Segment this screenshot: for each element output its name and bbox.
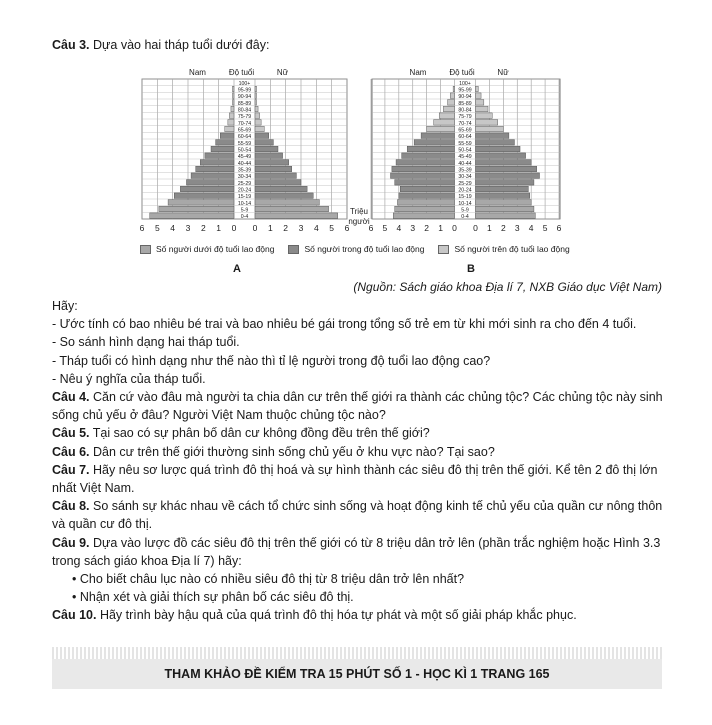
question-number: Câu 6.	[52, 444, 90, 459]
x-tick-label: 0	[452, 223, 457, 233]
x-tick-label: 1	[216, 223, 222, 233]
bar-female	[255, 86, 257, 91]
bar-female	[476, 133, 509, 138]
bar-female	[255, 113, 260, 118]
bar-female	[255, 133, 269, 138]
age-group-label: 40-44	[458, 160, 472, 167]
x-tick-label: 5	[542, 223, 548, 233]
bar-male	[200, 160, 234, 165]
age-group-label: 10-14	[237, 200, 252, 207]
question-9	[52, 534, 664, 570]
age-group-label: 0-4	[461, 214, 469, 221]
x-tick-label: 4	[313, 223, 319, 233]
legend-swatch	[438, 245, 449, 254]
unit-label: người	[348, 217, 370, 226]
age-group-label: 5-9	[461, 207, 469, 214]
question-5	[52, 424, 664, 442]
questions-body	[52, 297, 664, 625]
bar-female	[476, 180, 534, 185]
bar-female	[476, 126, 504, 131]
age-group-label: 75-79	[237, 114, 252, 121]
age-group-label: 10-14	[458, 200, 472, 207]
question-number: Câu 7.	[52, 462, 90, 477]
age-group-label: 70-74	[237, 120, 252, 127]
x-tick-label: 4	[170, 223, 176, 233]
question-text: Hãy trình bày hậu quả của quá trình đô thị hóa tự phát và một số giải pháp khắc phục.	[99, 608, 577, 623]
bar-male	[453, 86, 454, 91]
question-7	[52, 461, 664, 497]
question-text: Dân cư trên thế giới thường sinh sống chủ yếu ở khu vực nào? Tại sao?	[93, 444, 495, 459]
population-pyramids	[0, 0, 712, 245]
legend-item-over-working-age	[438, 244, 569, 254]
bar-female	[476, 166, 537, 171]
bar-male	[402, 153, 455, 158]
age-group-label: 80-84	[458, 107, 472, 114]
question-number: Câu 10.	[52, 608, 97, 623]
bar-male	[448, 100, 455, 105]
bar-female	[476, 193, 530, 198]
bar-female	[476, 153, 526, 158]
question-number: Câu 4.	[52, 390, 90, 405]
source-citation: (Nguồn: Sách giáo khoa Địa lí 7, NXB Giáo dục Việt Nam)	[353, 280, 662, 294]
bar-female	[255, 153, 283, 158]
bar-female	[476, 213, 536, 218]
bar-male	[196, 166, 234, 171]
bar-male	[220, 133, 234, 138]
bar-male	[232, 93, 234, 98]
age-group-label: 100+	[459, 80, 471, 87]
question-text: So sánh sự khác nhau về cách tổ chức sinh sống và hoạt động kinh tế chủ yếu của quần cư nông thôn và quần cư đô thị.	[52, 499, 663, 532]
bar-female	[255, 160, 289, 165]
age-group-label: 5-9	[240, 207, 249, 214]
bar-female	[255, 120, 261, 125]
chart-legend	[140, 244, 600, 254]
question-number: Câu 9.	[52, 535, 90, 550]
bar-male	[205, 153, 234, 158]
bar-female	[255, 140, 273, 145]
age-group-label: 45-49	[237, 154, 252, 161]
bar-female	[255, 106, 258, 111]
task-item: - Nêu ý nghĩa của tháp tuổi.	[52, 371, 206, 386]
bar-male	[399, 193, 455, 198]
age-group-label: 60-64	[458, 134, 472, 141]
x-tick-label: 6	[344, 223, 350, 233]
task-item: - Tháp tuổi có hình dạng như thế nào thì tỉ lệ người trong độ tuổi lao động cao?	[52, 353, 491, 368]
age-group-label: 100+	[238, 80, 251, 87]
bar-female	[476, 120, 498, 125]
bar-female	[476, 200, 532, 205]
age-group-label: 50-54	[237, 147, 252, 154]
age-group-label: 35-39	[458, 167, 472, 174]
header-female: Nữ	[276, 68, 289, 77]
question-text: Căn cứ vào đâu mà người ta chia dân cư trên thế giới ra thành các chủng tộc? Các chủng tộc này sinh sống chủ yếu ở đâu? Người Việt Nam thuộc chủng tộc nào?	[52, 390, 663, 423]
question-4	[52, 388, 664, 424]
bar-male	[390, 173, 454, 178]
age-group-label: 25-29	[237, 180, 252, 187]
age-group-label: 50-54	[458, 147, 472, 154]
bar-male	[396, 160, 454, 165]
bar-female	[255, 193, 313, 198]
bar-female	[476, 113, 493, 118]
question-number: Câu 3.	[52, 38, 90, 52]
bar-male	[150, 213, 234, 218]
bar-female	[476, 160, 532, 165]
age-group-label: 30-34	[237, 174, 252, 181]
task-item: - So sánh hình dạng hai tháp tuổi.	[52, 335, 240, 350]
age-group-label: 70-74	[458, 120, 472, 127]
age-group-label: 25-29	[458, 180, 472, 187]
instruction: Hãy:	[52, 299, 78, 313]
bar-male	[186, 180, 234, 185]
bar-male	[191, 173, 234, 178]
bar-female	[255, 206, 329, 211]
x-tick-label: 1	[487, 223, 492, 233]
question-number: Câu 8.	[52, 499, 90, 514]
x-tick-label: 5	[329, 223, 335, 233]
question-text: Dựa vào hai tháp tuổi dưới đây:	[93, 38, 270, 52]
age-group-label: 95-99	[237, 87, 252, 94]
x-tick-label: 1	[267, 223, 273, 233]
x-tick-label: 6	[139, 223, 145, 233]
bar-female	[255, 213, 338, 218]
bar-male	[414, 140, 454, 145]
age-group-label: 55-59	[237, 140, 252, 147]
bar-male	[225, 126, 234, 131]
x-tick-label: 6	[368, 223, 374, 233]
age-group-label: 90-94	[458, 94, 472, 101]
bar-male	[395, 180, 455, 185]
age-group-label: 40-44	[237, 160, 252, 167]
x-tick-label: 3	[185, 223, 191, 233]
footer-stripe-band	[52, 647, 662, 659]
bar-female	[255, 180, 301, 185]
legend-label: Số người dưới độ tuổi lao động	[156, 244, 275, 254]
x-tick-label: 4	[528, 223, 534, 233]
legend-swatch	[140, 245, 151, 254]
question-10	[52, 606, 664, 624]
task-item: - Ước tính có bao nhiêu bé trai và bao nhiêu bé gái trong tổng số trẻ em từ khi mới sinh ra cho đến 4 tuổi.	[52, 317, 637, 332]
bar-male	[174, 193, 234, 198]
bar-male	[450, 93, 454, 98]
bar-female	[255, 186, 307, 191]
age-group-label: 60-64	[237, 134, 252, 141]
bar-female	[476, 106, 489, 111]
question-6	[52, 443, 664, 461]
age-group-label: 85-89	[237, 100, 252, 107]
bar-female	[476, 93, 482, 98]
bar-male	[427, 126, 455, 131]
age-group-label: 55-59	[458, 140, 472, 147]
bar-male	[216, 140, 234, 145]
age-group-label: 0-4	[240, 214, 249, 221]
question-8	[52, 497, 664, 533]
age-group-label: 85-89	[458, 100, 472, 107]
bar-female	[255, 93, 257, 98]
sub-item: • Nhận xét và giải thích sự phân bố các siêu đô thị.	[72, 590, 354, 605]
age-group-label: 15-19	[458, 194, 472, 201]
x-tick-label: 2	[200, 223, 206, 233]
pyramid-a	[142, 79, 347, 220]
x-tick-label: 3	[410, 223, 416, 233]
age-group-label: 45-49	[458, 154, 472, 161]
bar-male	[421, 133, 454, 138]
x-tick-label: 6	[556, 223, 562, 233]
bar-male	[439, 113, 454, 118]
x-tick-label: 1	[438, 223, 443, 233]
bar-female	[255, 166, 292, 171]
unit-label: Triệu	[350, 207, 368, 216]
x-tick-label: 3	[514, 223, 520, 233]
header-age: Độ tuổi	[449, 68, 475, 77]
question-text: Tại sao có sự phân bố dân cư không đồng đều trên thế giới?	[92, 426, 430, 441]
bar-female	[476, 173, 540, 178]
bar-female	[255, 126, 264, 131]
x-tick-label: 0	[473, 223, 478, 233]
bar-male	[443, 106, 454, 111]
age-group-label: 75-79	[458, 114, 472, 121]
age-group-label: 15-19	[237, 194, 252, 201]
bar-male	[395, 206, 455, 211]
age-group-label: 65-69	[237, 127, 252, 134]
age-group-label: 95-99	[458, 87, 472, 94]
footer-title: THAM KHẢO ĐỀ KIỂM TRA 15 PHÚT SỐ 1 - HỌC KÌ 1 TRANG 165	[52, 659, 662, 689]
bar-female	[255, 173, 296, 178]
pyramid-a-label: A	[233, 263, 241, 275]
bar-female	[476, 100, 484, 105]
question-number: Câu 5.	[52, 426, 90, 441]
header-age: Độ tuổi	[228, 68, 255, 77]
bar-female	[476, 186, 529, 191]
header-male: Nam	[409, 68, 427, 77]
age-group-label: 30-34	[458, 174, 472, 181]
age-group-label: 20-24	[458, 187, 472, 194]
bar-male	[407, 146, 454, 151]
bar-female	[476, 86, 479, 91]
age-group-label: 35-39	[237, 167, 252, 174]
legend-label: Số người trên độ tuổi lao động	[454, 244, 570, 254]
bar-female	[476, 140, 515, 145]
question-text: Hãy nêu sơ lược quá trình đô thị hoá và sự hình thành các siêu đô thị trên thế giới. Kể tên 2 đô thị lớn nhất Việt Nam.	[52, 462, 658, 496]
pyramid-b-label: B	[467, 263, 475, 275]
bar-male	[397, 200, 454, 205]
x-tick-label: 0	[252, 223, 258, 233]
age-group-label: 80-84	[237, 107, 252, 114]
legend-swatch	[288, 245, 299, 254]
x-tick-label: 0	[231, 223, 237, 233]
bar-male	[393, 213, 454, 218]
age-group-label: 65-69	[458, 127, 472, 134]
header-male: Nam	[189, 68, 206, 77]
x-tick-label: 2	[424, 223, 430, 233]
bar-male	[400, 186, 454, 191]
bar-male	[211, 146, 234, 151]
bar-male	[434, 120, 455, 125]
pyramid-b	[371, 79, 560, 220]
bar-male	[228, 120, 234, 125]
header-female: Nữ	[497, 68, 509, 77]
bar-male	[180, 186, 234, 191]
bar-male	[232, 86, 234, 91]
x-tick-label: 5	[154, 223, 160, 233]
question-text: Dựa vào lược đồ các siêu đô thị trên thế giới có từ 8 triệu dân trở lên (phần trắc nghiệm hoặc Hình 3.3 trong sách giáo khoa Địa lí 7) hãy:	[52, 535, 661, 568]
x-tick-label: 4	[396, 223, 402, 233]
x-tick-label: 3	[298, 223, 304, 233]
bar-male	[168, 200, 234, 205]
legend-item-under-working-age	[140, 244, 274, 254]
sub-item: • Cho biết châu lục nào có nhiều siêu đô thị từ 8 triệu dân trở lên nhất?	[72, 572, 465, 587]
bar-male	[231, 106, 234, 111]
bar-female	[255, 146, 278, 151]
legend-item-working-age	[288, 244, 424, 254]
x-tick-label: 2	[283, 223, 289, 233]
bar-male	[159, 206, 234, 211]
bar-male	[392, 166, 455, 171]
x-tick-label: 2	[500, 223, 506, 233]
age-group-label: 20-24	[237, 187, 252, 194]
bar-female	[476, 146, 521, 151]
bar-female	[255, 100, 257, 105]
bar-male	[229, 113, 234, 118]
legend-label: Số người trong độ tuổi lao động	[304, 244, 425, 254]
bar-male	[232, 100, 234, 105]
x-tick-label: 5	[382, 223, 388, 233]
bar-female	[476, 206, 534, 211]
bar-female	[255, 200, 319, 205]
age-group-label: 90-94	[237, 94, 252, 101]
